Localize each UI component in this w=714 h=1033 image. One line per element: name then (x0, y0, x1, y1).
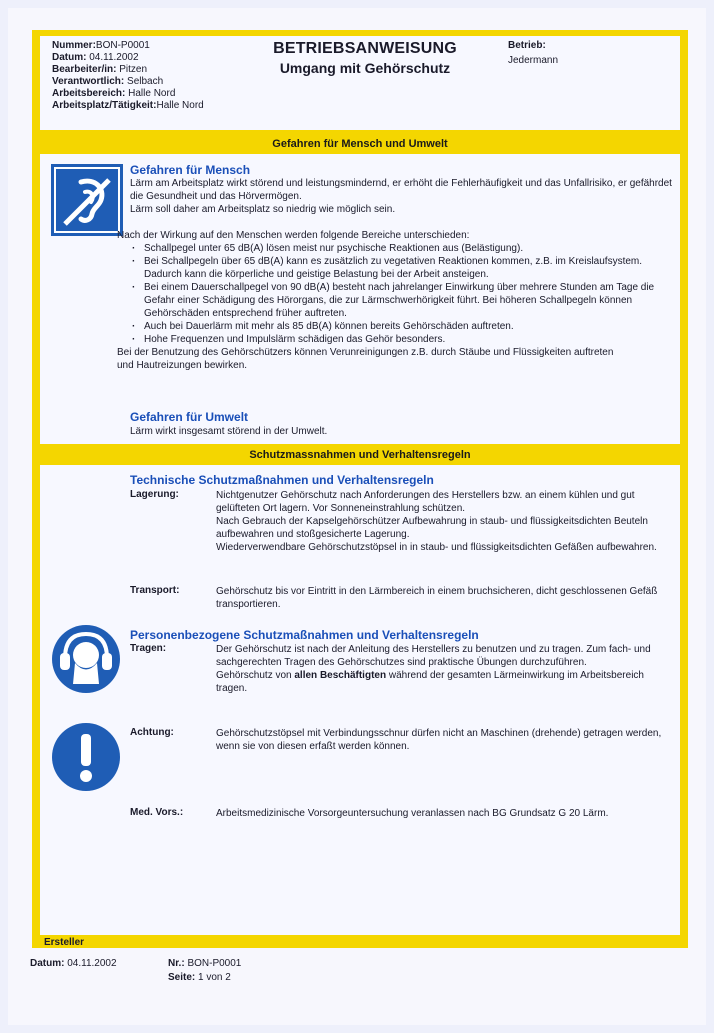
document-subtitle: Umgang mit Gehörschutz (279, 60, 451, 76)
lagerung-label: Lagerung: (130, 489, 179, 500)
heading-gefahren-mensch: Gefahren für Mensch (130, 163, 251, 177)
gefahren-umwelt-text: Lärm wirkt insgesamt störend in der Umwelt. (130, 426, 328, 437)
achtung-label: Achtung: (130, 727, 174, 738)
section-bar-schutzmassnahmen: Schutzmassnahmen und Verhaltensregeln (34, 447, 686, 464)
arbeitsbereich-line: Arbeitsbereich: Halle Nord (52, 88, 176, 99)
gefahren-intro-2: Lärm soll daher am Arbeitsplatz so niedrig wie möglich sein. (130, 204, 396, 215)
list-item: · Hohe Frequenzen und Impulslärm schädigen das Gehör besonders. (130, 333, 679, 346)
bearbeiter-line: Bearbeiter/in: Pitzen (52, 64, 148, 75)
footer-datum: Datum: 04.11.2002 (30, 958, 117, 969)
nummer-line: Nummer:BON-P0001 (52, 40, 150, 51)
datum-line: Datum: 04.11.2002 (52, 52, 139, 63)
list-item: · Bei einem Dauerschallpegel von 90 dB(A) besteht nach jahrelanger Einwirkung über mehrere Stunden am Tage die Gefahr einer Schädigung des Hörorgans, die zur Lärmschwerhörigkeit führt. Bei höheren Schallpegeln können Gehörschäden entsprechend früher auftreten. (130, 281, 679, 320)
footer-seite: Seite: 1 von 2 (168, 972, 231, 983)
footer-ersteller: Ersteller (44, 937, 85, 948)
gefahren-intro-3: Nach der Wirkung auf den Menschen werden folgende Bereiche unterschieden: (117, 230, 470, 241)
betrieb-value: Jedermann (508, 55, 559, 66)
heading-technische-schutz: Technische Schutzmaßnahmen und Verhaltensregeln (130, 473, 434, 487)
lagerung-text (216, 489, 671, 554)
gefahren-bullet-list (117, 242, 679, 346)
list-item: · Schallpegel unter 65 dB(A) lösen meist nur psychische Reaktionen aus (Belästigung). (130, 242, 679, 255)
transport-text: Gehörschutz bis vor Eintritt in den Lärmbereich in einem bruchsicheren, dicht geschlossenen Gefäß transportieren. (216, 586, 658, 610)
list-item: · Bei Schallpegeln über 65 dB(A) kann es zusätzlich zu vegetativen Reaktionen kommen, z.B. im Kreislaufsystem. Dadurch kann die körperliche und geistige Belastung bei der Arbeit ansteigen. (130, 255, 679, 281)
warning-sign-icon (51, 722, 121, 797)
gefahren-mensch-text (130, 177, 675, 216)
transport-label: Transport: (130, 585, 180, 596)
tragen-text (216, 643, 674, 695)
footer-nr: Nr.: BON-P0001 (168, 958, 242, 969)
document-title: BETRIEBSANWEISUNG (273, 40, 457, 57)
ear-protection-sign-icon (51, 624, 121, 699)
arbeitsplatz-line: Arbeitsplatz/Tätigkeit:Halle Nord (52, 100, 204, 111)
lagerung-line-2: Nach Gebrauch der Kapselgehörschützer Aufbewahrung in staub- und flüssigkeitsdichten Beuteln aufbewahren und stoßgesicherte Lagerung. (216, 516, 648, 540)
med-vors-text: Arbeitsmedizinische Vorsorgeuntersuchung veranlassen nach BG Grundsatz G 20 Lärm. (216, 808, 609, 819)
tragen-paragraph-1: Der Gehörschutz ist nach der Anleitung des Herstellers zu benutzen und zu tragen. Zum fach- und sachgerechten Tragen des Gehörschutzes sind praktische Übungen durchzuführen. (216, 644, 651, 668)
lagerung-line-1: Nichtgenutzer Gehörschutz nach Anforderungen des Herstellers bzw. an einem kühlen und gut gelüfteten Ort lagern. Vor Sonneneinstrahlung schützen. (216, 490, 635, 514)
heading-gefahren-umwelt: Gefahren für Umwelt (130, 410, 249, 424)
tragen-paragraph-2: Gehörschutz von allen Beschäftigten während der gesamten Lärmeinwirkung im Arbeitsbereich tragen. (216, 670, 644, 694)
gefahren-bereiche (117, 229, 679, 372)
list-item: · Auch bei Dauerlärm mit mehr als 85 dB(A) können bereits Gehörschäden auftreten. (130, 320, 679, 333)
section-bar-gefahren: Gefahren für Mensch und Umwelt (34, 136, 686, 153)
lagerung-line-3: Wiederverwendbare Gehörschutzstöpsel in in staub- und flüssigkeitsdichten Gefäßen aufbewahren. (216, 542, 657, 553)
gefahren-intro-1: Lärm am Arbeitsplatz wirkt störend und leistungsmindernd, er erhöht die Fehlerhäufigkeit und das Unfallrisiko, er gefährdet die Gesundheit und das Hörvermögen. (130, 178, 672, 202)
verantwortlich-line: Verantwortlich: Selbach (52, 76, 164, 87)
header-meta (52, 40, 204, 112)
tragen-label: Tragen: (130, 643, 167, 654)
hearing-impaired-sign-icon (51, 164, 123, 241)
med-vors-label: Med. Vors.: (130, 807, 184, 818)
achtung-text: Gehörschutzstöpsel mit Verbindungsschnur dürfen nicht an Maschinen (drehende) getragen werden, wenn sie von diesen erfaßt werden können. (216, 728, 662, 752)
betrieb-label: Betrieb: (508, 40, 546, 51)
heading-personenbezogene-schutz: Personenbezogene Schutzmaßnahmen und Verhaltensregeln (130, 628, 479, 642)
gefahren-outro: Bei der Benutzung des Gehörschützers können Verunreinigungen z.B. durch Stäube und Flüssigkeiten auftreten und Hautreizungen bewirken. (117, 347, 614, 371)
